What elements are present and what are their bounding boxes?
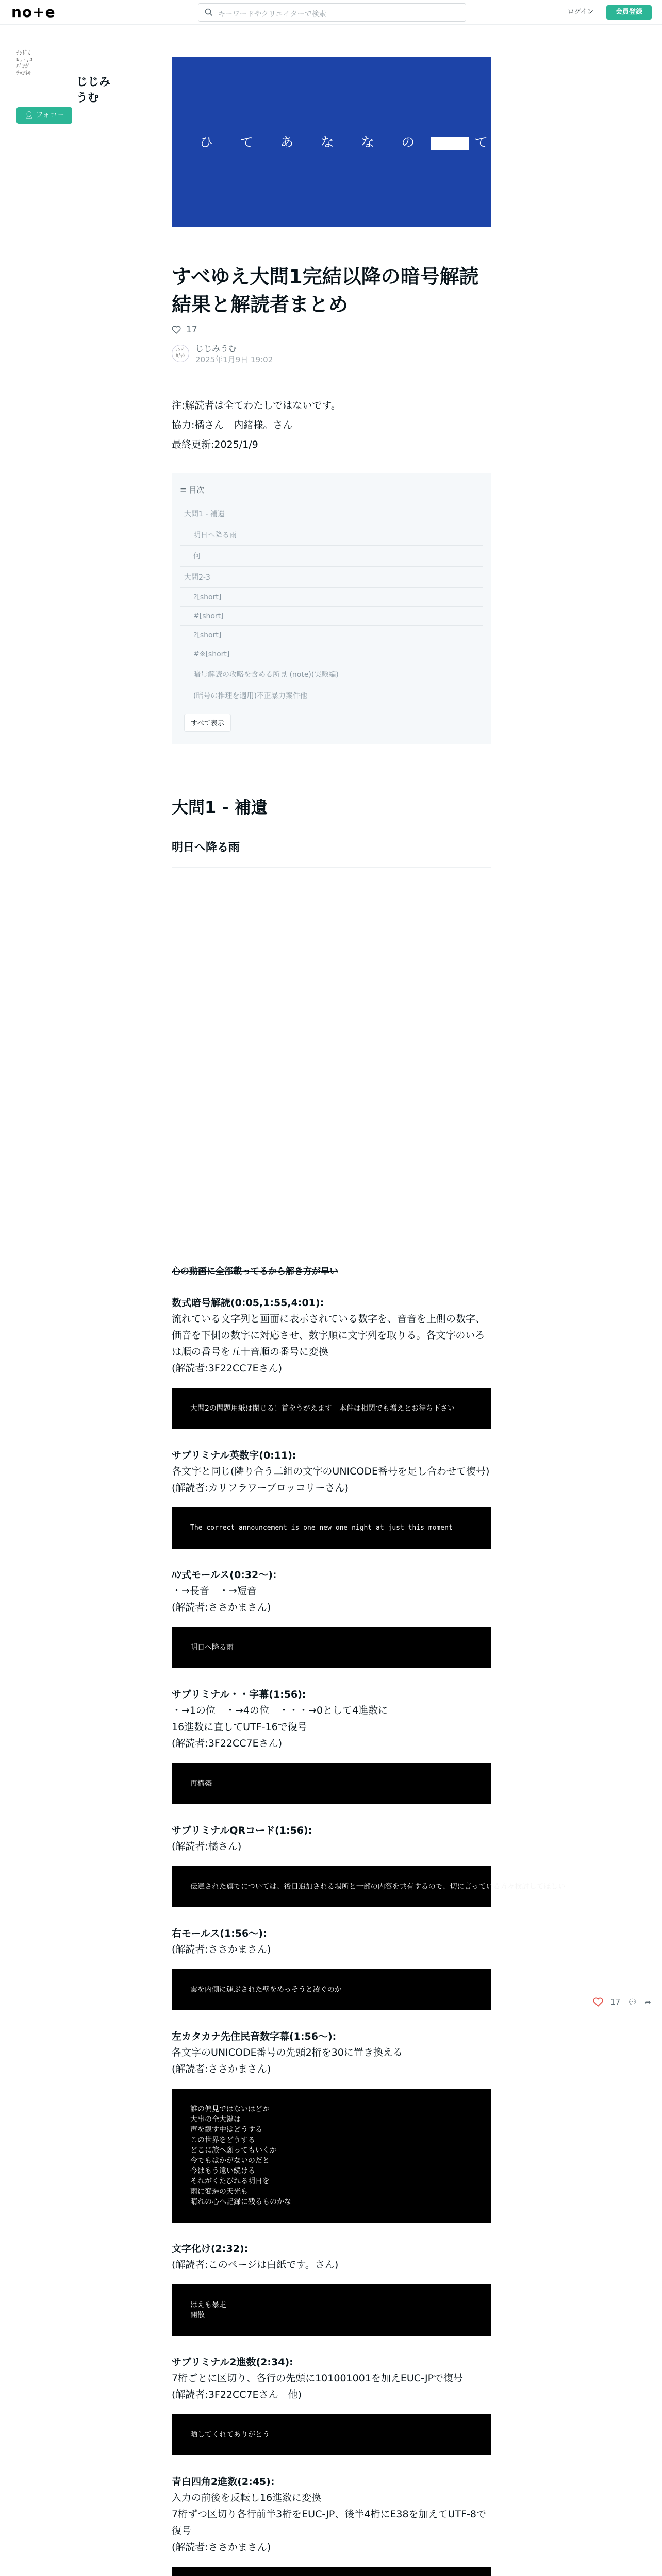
cipher-entry-title: サブリミナル・・字幕(1:56): xyxy=(172,1689,306,1700)
decoded-text-line: 今でもはかがないのだと xyxy=(190,2157,270,2165)
hero-text-right: て す 。 xyxy=(474,135,580,150)
toc-item[interactable]: #[short] xyxy=(180,607,483,626)
decoded-result-box xyxy=(172,1763,491,1804)
cipher-entry-line: (解読者:ささかまさん) xyxy=(172,2063,271,2075)
follow-button[interactable] xyxy=(16,107,72,124)
strikethrough-note: 心の動画に全部載ってるから解き方が早い xyxy=(172,1266,338,1277)
cipher-entry-line: (解読者:ささかまさん) xyxy=(172,2541,271,2553)
toc-show-all-button[interactable]: すべて表示 xyxy=(184,714,231,732)
decoded-text-line: 雨に変遷の天光も xyxy=(190,2188,248,2196)
publish-date: 2025年1月9日 19:02 xyxy=(195,355,273,364)
article-title: すべゆえ大問1完結以降の暗号解読結果と解読者まとめ xyxy=(172,265,479,316)
cipher-entry-title: 文字化け(2:32): xyxy=(172,2243,249,2255)
cipher-entry xyxy=(172,1823,566,1907)
search-icon xyxy=(205,8,213,16)
toc-item[interactable]: 大問2-3 xyxy=(180,567,483,588)
cipher-entry-title: 数式暗号解読(0:05,1:55,4:01): xyxy=(172,1297,324,1309)
cipher-entry-line: (解読者:3F22CC7Eさん) xyxy=(172,1363,283,1374)
section-subheading: 明日へ降る雨 xyxy=(172,841,240,854)
heart-icon[interactable] xyxy=(172,326,181,334)
decoded-text-line: 再構築 xyxy=(190,1780,212,1788)
cipher-entry xyxy=(172,2354,491,2455)
intro-line: 最終更新:2025/1/9 xyxy=(172,439,258,450)
cipher-entry-line: ・→1の位 ・→4の位 ・・・→0として4進数に xyxy=(172,1705,388,1716)
decoded-text-line: 雲を内側に運ぶされた壁をめっそうと凌ぐのか xyxy=(190,1986,342,1994)
floating-like-count: 17 xyxy=(610,1997,621,2007)
cipher-entry-line: (解読者:橘さん) xyxy=(172,1841,242,1852)
like-row xyxy=(172,325,491,335)
cipher-entry-line: 各文字のUNICODE番号の先頭2桁を30に置き換える xyxy=(172,2047,403,2058)
decoded-result-box xyxy=(172,1969,491,2010)
decoded-text-line: 明日へ降る雨 xyxy=(190,1643,234,1652)
decoded-text-line: The correct announcement is one new one night at just this moment xyxy=(190,1524,453,1532)
cipher-entry-line: (解読者:ささかまさん) xyxy=(172,1602,271,1613)
decoded-result-box xyxy=(172,1507,491,1549)
author-name[interactable]: じじみうむ xyxy=(195,344,237,353)
decoded-text-line: 声を観す中はどうする xyxy=(190,2126,262,2134)
decoded-text-line: どこに旅へ願ってもいくか xyxy=(190,2146,277,2155)
toc-item[interactable]: (暗号の推理を適用)不正暴力案件他 xyxy=(180,685,483,706)
author-row xyxy=(172,342,491,365)
top-navigation-bar xyxy=(0,0,662,25)
intro-notes xyxy=(172,396,491,454)
cipher-entry-title: 青白四角2進数(2:45): xyxy=(172,2476,275,2487)
toc-heading xyxy=(180,484,483,495)
hero-text-left: ひ て あ な な の xyxy=(200,135,426,150)
login-button[interactable]: ログイン xyxy=(567,8,594,16)
toc-list xyxy=(180,503,483,706)
toc-item[interactable]: ?[short] xyxy=(180,588,483,607)
embedded-video[interactable] xyxy=(172,867,491,1243)
article xyxy=(172,57,580,2576)
decoded-text-line: 今はもう遠い続ける xyxy=(190,2167,255,2175)
cipher-entry xyxy=(172,1926,491,2010)
cipher-entry-line: 7桁ずつ区切り各行前半3桁をEUC-JP、後半4桁にE38を加えてUTF-8で復号 xyxy=(172,2509,486,2536)
cipher-entry xyxy=(172,2474,491,2576)
cipher-entry-line: (解読者:このページは白紙です。さん) xyxy=(172,2259,339,2270)
toc-item[interactable]: 明日へ降る雨 xyxy=(180,524,483,546)
toc-item[interactable]: 大問1 - 補遺 xyxy=(180,503,483,524)
decoded-result-box xyxy=(172,2567,491,2576)
share-icon[interactable]: ➦ xyxy=(644,1997,651,2007)
decoded-text-line: 誰の偏見ではないはどか xyxy=(190,2105,270,2113)
decoded-result-box xyxy=(172,2089,491,2223)
cipher-entry-line: (解読者:3F22CC7Eさん) xyxy=(172,1738,283,1749)
cipher-entry-line: 入力の前後を反転し16進数に変換 xyxy=(172,2492,322,2503)
intro-line: 注:解読者は全てわたしではないです。 xyxy=(172,400,341,411)
cipher-entry-line: (解読者:ささかまさん) xyxy=(172,1944,271,1955)
follow-label: フォロー xyxy=(36,111,64,120)
cipher-entry xyxy=(172,1295,491,1429)
toc-item[interactable]: 何 xyxy=(180,546,483,567)
hero-blank xyxy=(431,137,469,150)
decoded-result-box xyxy=(172,1866,566,1907)
toc-item[interactable]: #※[short] xyxy=(180,645,483,664)
cipher-entry-line: ・→長音 ・→短音 xyxy=(172,1585,257,1597)
section-heading: 大問1 - 補遺 xyxy=(172,798,268,817)
cipher-entry-title: ﾊﾝ式モールス(0:32〜): xyxy=(172,1569,277,1581)
floating-action-bar xyxy=(593,1997,651,2007)
follow-icon: 👤︎ xyxy=(24,111,34,120)
search-box[interactable] xyxy=(198,3,466,22)
cipher-entry-title: サブリミナル2進数(2:34): xyxy=(172,2357,293,2368)
cipher-entry-line: 16進数に直してUTF-16で復号 xyxy=(172,1721,307,1733)
decoded-text-line: 晒してくれてありがとう xyxy=(190,2431,270,2439)
decoded-text-line: それがくたびれる明日を xyxy=(190,2177,270,2185)
decoded-result-box xyxy=(172,2284,491,2336)
cipher-entries xyxy=(172,1295,566,2576)
cipher-entry-line: 各文字と同じ(隣り合う二組の文字のUNICODE番号を足し合わせて復号) xyxy=(172,1466,490,1477)
decoded-result-box xyxy=(172,1627,491,1668)
decoded-text-line: この世界をどうする xyxy=(190,2136,255,2144)
cipher-entry-title: 左カタカナ先住民音数字幕(1:56〜): xyxy=(172,2031,337,2042)
decoded-text-line: 大事の全大鍵は xyxy=(190,2115,241,2124)
toc-item[interactable]: ?[short] xyxy=(180,626,483,645)
like-count: 17 xyxy=(186,325,197,335)
avatar[interactable]: ﾅﾝﾄﾞｶ ﾛ,-,ｺ ﾊﾞﾝｶﾞ ﾁｬﾝﾈﾙ xyxy=(16,49,32,76)
cipher-entry-title: サブリミナル英数字(0:11): xyxy=(172,1450,296,1461)
cipher-entry-title: 右モールス(1:56〜): xyxy=(172,1928,267,1939)
hero-text xyxy=(200,132,580,151)
comment-icon[interactable]: 💬︎ xyxy=(627,1997,638,2007)
toc-item[interactable]: 暗号解読の攻略を含める所見 (note)(実験編) xyxy=(180,664,483,685)
cipher-entry xyxy=(172,2029,491,2223)
decoded-text-line: ほえも暴走 xyxy=(190,2301,226,2309)
toc-heading-label: 目次 xyxy=(189,485,205,495)
note-logo[interactable]: no+e xyxy=(11,4,56,21)
decoded-result-box xyxy=(172,2414,491,2455)
intro-line: 協力:橘さん 内緒様。さん xyxy=(172,419,293,431)
decoded-text-line: 伝達された旗でについては、後日追加される場所と一部の内容を共有するので、切に言っている方々検討してほしい xyxy=(190,1883,566,1891)
creator-info xyxy=(16,49,120,120)
hero-image xyxy=(172,57,580,227)
cipher-entry-line: 流れている文字列と画面に表示されている数字を、音音を上側の数字、価音を下側の数字に対応させ、数字順に文字列を取りる。各文字のいろは順の番号を五十音順の番号に変換 xyxy=(172,1313,486,1358)
decoded-text-line: 開散 xyxy=(190,2311,205,2319)
decoded-result-box xyxy=(172,1388,491,1429)
search-placeholder: キーワードやクリエイターで検索 xyxy=(218,10,326,19)
table-of-contents xyxy=(172,473,491,744)
cipher-entry xyxy=(172,1567,491,1668)
cipher-entry xyxy=(172,2241,491,2336)
author-avatar[interactable]: ﾅﾝﾄﾞ ｶﾁｬﾝ xyxy=(172,345,189,362)
cipher-entry-line: 7桁ごとに区切り、各行の先頭に101001001を加えEUC-JPで復号 xyxy=(172,2372,464,2384)
toc-list-icon: ≡ xyxy=(180,485,187,495)
cipher-entry-line: (解読者:カリフラワーブロッコリーさん) xyxy=(172,1482,349,1494)
floating-heart-icon[interactable] xyxy=(593,1997,603,2007)
signup-button[interactable]: 会員登録 xyxy=(606,5,652,20)
cipher-entry-title: サブリミナルQRコード(1:56): xyxy=(172,1825,312,1836)
cipher-entry-line: (解読者:3F22CC7Eさん 他) xyxy=(172,2389,302,2400)
decoded-text-line: 晴れの心へ記録に残るものかな xyxy=(190,2198,291,2206)
cipher-entry xyxy=(172,1448,491,1549)
cipher-entry xyxy=(172,1687,491,1804)
creator-name[interactable]: じじみうむ xyxy=(76,76,111,105)
decoded-text-line: 大問2の問題用紙は閉じる！首をうがえます 本件は相関でも増えとお待ち下さい xyxy=(190,1404,455,1413)
